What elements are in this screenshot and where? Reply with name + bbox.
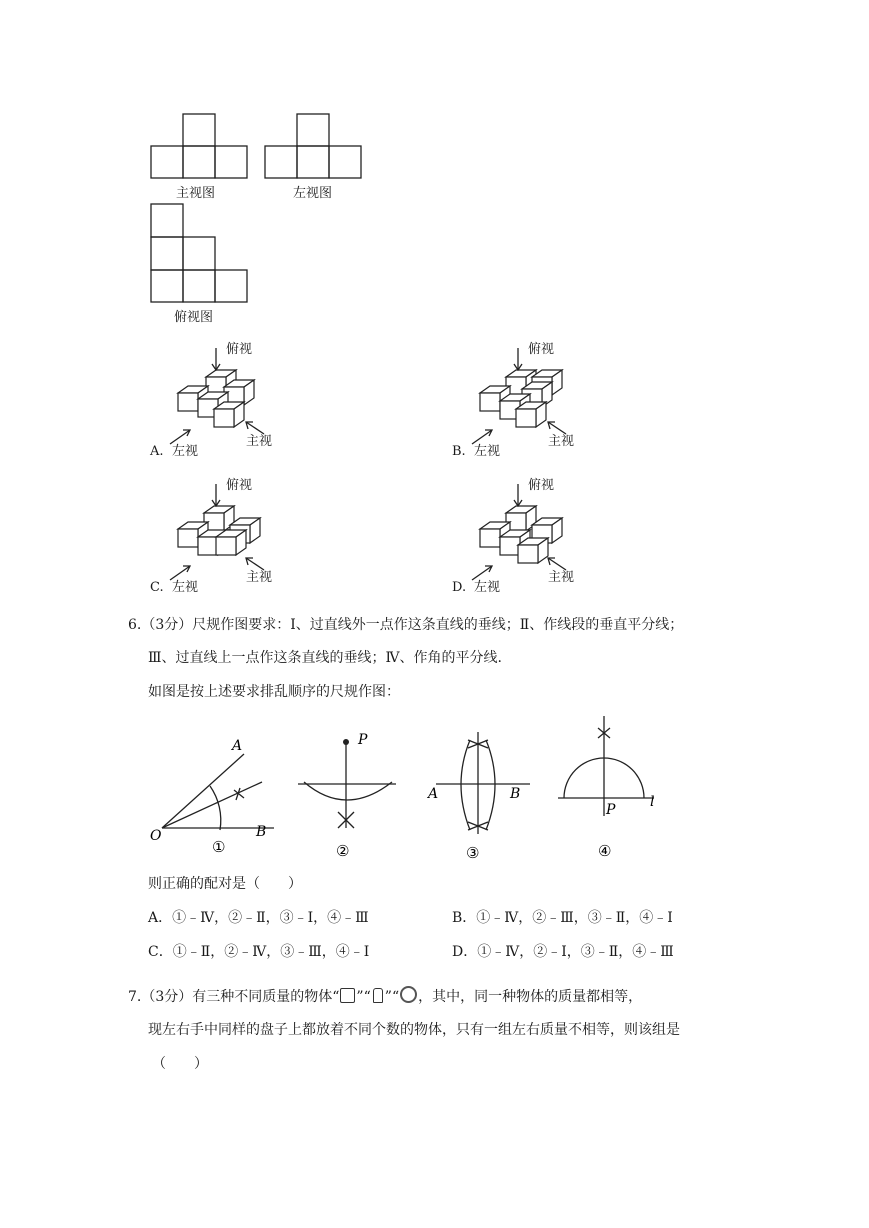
q6-line3: 如图是按上述要求排乱顺序的尺规作图：	[148, 684, 400, 700]
left-view-figure	[264, 114, 364, 180]
option-letter: D.	[452, 580, 467, 595]
point-label-p: P	[606, 802, 616, 818]
front-view-arrow-label: 主视	[548, 570, 575, 585]
option-letter: C.	[150, 580, 164, 595]
q7-line1-start: 7.（3分）有三种不同质量的物体“	[128, 989, 340, 1005]
top-view-figure	[150, 204, 250, 304]
line-label-l: l	[650, 794, 655, 810]
top-view-label: 俯视图	[174, 310, 214, 325]
cube-option-d	[452, 472, 592, 598]
q7-line3: （ ）	[152, 1056, 208, 1072]
left-view-arrow-label: 左视	[474, 444, 501, 459]
point-label-b: B	[256, 824, 267, 840]
cube-option-c	[150, 472, 290, 598]
point-label-a: A	[232, 738, 243, 754]
q6-line2: Ⅲ、过直线上一点作这条直线的垂线；Ⅳ、作角的平分线.	[148, 650, 502, 666]
left-view-label: 左视图	[293, 186, 333, 201]
front-view-label: 主视图	[176, 186, 216, 201]
option-letter: B.	[452, 444, 466, 459]
q6-option-c: C．①﹣Ⅱ，②﹣Ⅳ，③﹣Ⅲ，④﹣Ⅰ	[148, 944, 370, 960]
option-letter: A.	[150, 444, 164, 459]
point-label-a: A	[428, 786, 439, 802]
q6-line1: 6.（3分）尺规作图要求：Ⅰ、过直线外一点作这条直线的垂线；Ⅱ、作线段的垂直平分线；	[128, 617, 684, 633]
ball-object-icon	[400, 986, 417, 1003]
q7-line1	[128, 986, 642, 1007]
q6-option-b: B．①﹣Ⅳ，②﹣Ⅲ，③﹣Ⅱ，④﹣Ⅰ	[452, 910, 673, 926]
top-view-arrow-label: 俯视	[528, 342, 555, 357]
front-view-arrow-label: 主视	[548, 434, 575, 449]
figure-number-3: ③	[466, 844, 480, 862]
left-view-arrow-label: 左视	[172, 580, 199, 595]
top-view-arrow-label: 俯视	[226, 478, 253, 493]
open-quote-3: “	[391, 989, 400, 1005]
q7-line1-end: ，其中，同一种物体的质量都相等，	[418, 989, 643, 1005]
cube-object-icon	[340, 988, 355, 1003]
top-view-arrow-label: 俯视	[528, 478, 555, 493]
figure-number-4: ④	[598, 842, 612, 860]
front-view-arrow-label: 主视	[246, 570, 273, 585]
front-view-figure	[150, 114, 250, 180]
top-view-arrow-label: 俯视	[226, 342, 253, 357]
point-label-p: P	[358, 732, 368, 748]
point-label-b: B	[510, 786, 521, 802]
figure-number-1: ①	[212, 838, 226, 856]
q7-line2: 现左右手中同样的盘子上都放着不同个数的物体，只有一组左右质量不相等，则该组是	[148, 1022, 680, 1038]
construction-figure-1	[148, 738, 278, 858]
construction-figure-3	[424, 728, 534, 862]
cube-option-b	[452, 336, 592, 462]
construction-figure-4	[554, 714, 674, 860]
q6-option-a: A．①﹣Ⅳ，②﹣Ⅱ，③﹣Ⅰ，④﹣Ⅲ	[148, 910, 369, 926]
close-quote-1: ”	[356, 989, 364, 1005]
construction-figure-2	[296, 728, 406, 858]
open-quote-2: “	[363, 989, 371, 1005]
close-quote-2: ”	[384, 989, 392, 1005]
left-view-arrow-label: 左视	[172, 444, 199, 459]
cube-option-a	[150, 336, 290, 462]
figure-number-2: ②	[336, 842, 350, 860]
front-view-arrow-label: 主视	[246, 434, 273, 449]
point-label-o: O	[150, 828, 162, 844]
q6-option-d: D．①﹣Ⅳ，②﹣Ⅰ，③﹣Ⅱ，④﹣Ⅲ	[452, 944, 674, 960]
left-view-arrow-label: 左视	[474, 580, 501, 595]
q6-ask: 则正确的配对是（ ）	[148, 876, 302, 892]
cylinder-object-icon	[373, 988, 383, 1003]
